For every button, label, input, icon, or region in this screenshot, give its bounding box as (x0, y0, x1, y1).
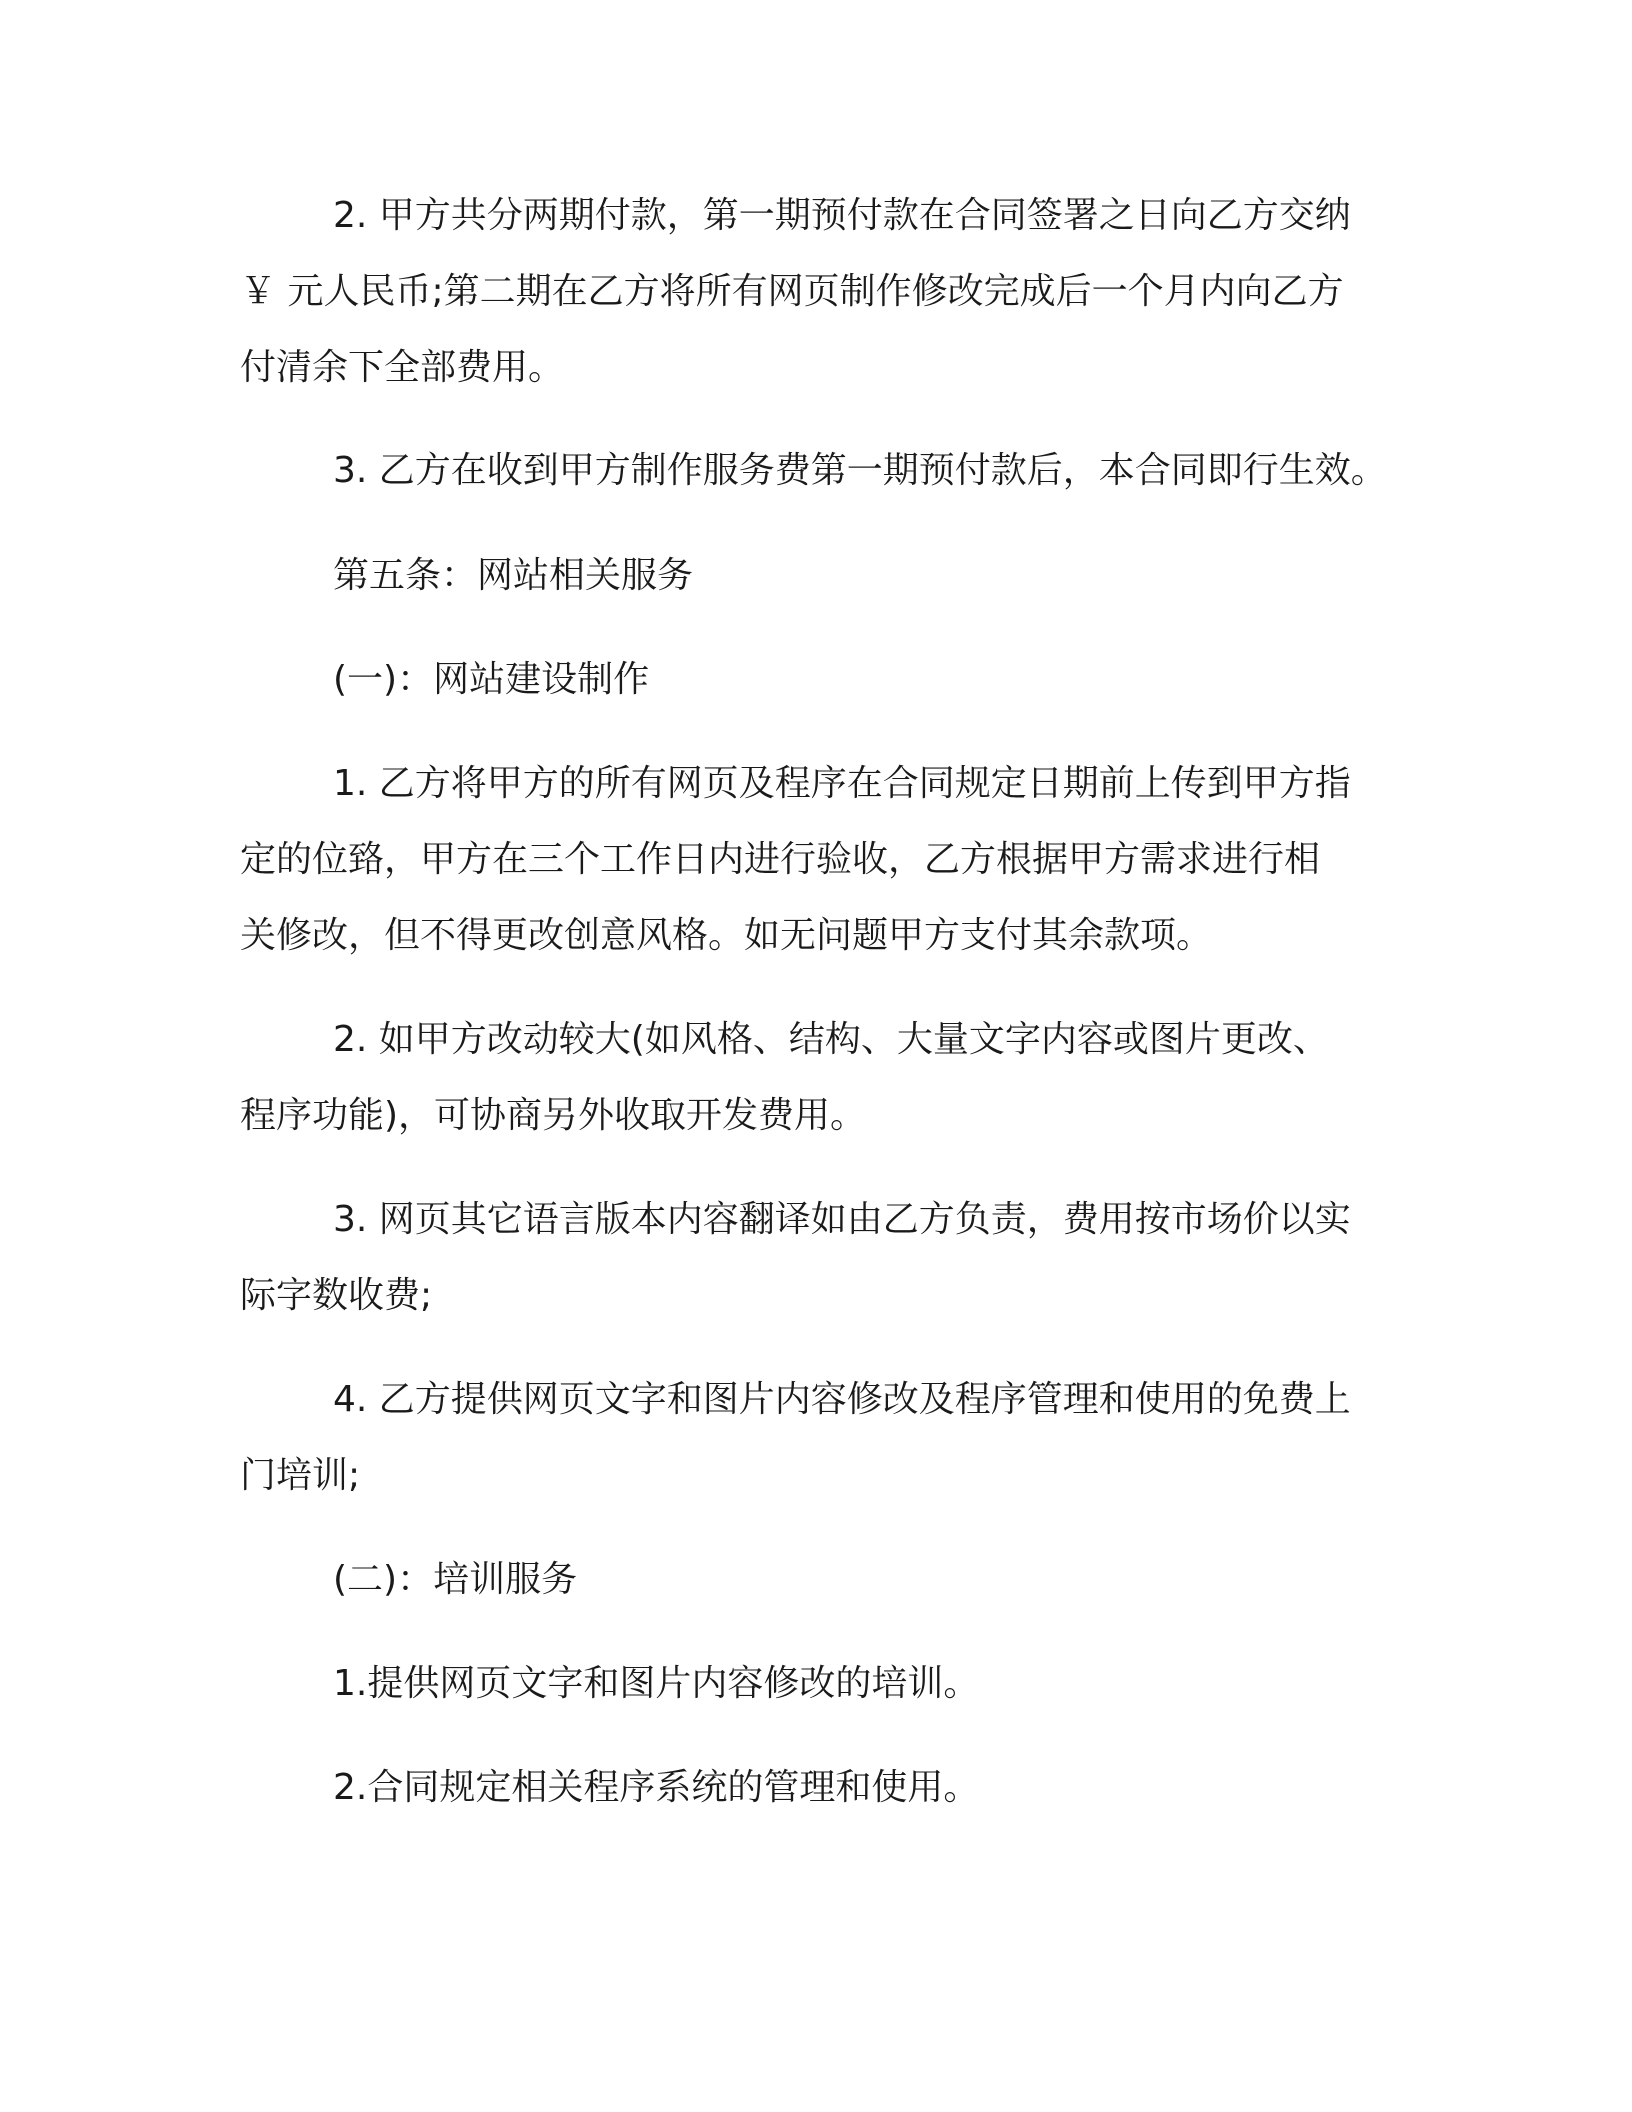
text-line: 定的位臵，甲方在三个工作日内进行验收，乙方根据甲方需求进行相 (240, 839, 1321, 880)
section-heading-article-5 (240, 538, 1390, 614)
text-line: 第五条：网站相关服务 (333, 555, 694, 596)
text-line: 付清余下全部费用。 (240, 347, 565, 388)
text-line: 3. 网页其它语言版本内容翻译如由乙方负责，费用按市场价以实 (333, 1199, 1351, 1240)
text-line: 1. 乙方将甲方的所有网页及程序在合同规定日期前上传到甲方指 (333, 763, 1351, 804)
text-line: 1.提供网页文字和图片内容修改的培训。 (333, 1663, 980, 1704)
paragraph-upload-acceptance (240, 746, 1390, 974)
paragraph-training-item-2 (240, 1750, 1390, 1826)
paragraph-free-training (240, 1362, 1390, 1514)
paragraph-training-item-1 (240, 1646, 1390, 1722)
text-line: 门培训; (240, 1455, 361, 1496)
subsection-heading-website-build (240, 642, 1390, 718)
text-line: 际字数收费; (240, 1275, 433, 1316)
subsection-heading-training (240, 1542, 1390, 1618)
text-line: 2. 如甲方改动较大(如风格、结构、大量文字内容或图片更改、 (333, 1019, 1329, 1060)
text-line: 2. 甲方共分两期付款，第一期预付款在合同签署之日向乙方交纳 (333, 195, 1351, 236)
text-line: 关修改，但不得更改创意风格。如无问题甲方支付其余款项。 (240, 915, 1213, 956)
text-line: 2.合同规定相关程序系统的管理和使用。 (333, 1767, 980, 1808)
text-line: 程序功能)，可协商另外收取开发费用。 (240, 1095, 867, 1136)
text-line: (一)：网站建设制作 (333, 659, 650, 700)
paragraph-payment-installments (240, 178, 1390, 406)
text-line: 3. 乙方在收到甲方制作服务费第一期预付款后，本合同即行生效。 (333, 450, 1387, 491)
text-line: (二)：培训服务 (333, 1559, 578, 1600)
paragraph-contract-effective (240, 433, 1390, 509)
paragraph-translation-fee (240, 1182, 1390, 1334)
text-line: 4. 乙方提供网页文字和图片内容修改及程序管理和使用的免费上 (333, 1379, 1351, 1420)
paragraph-major-changes-fee (240, 1002, 1390, 1154)
text-line: ￥ 元人民币;第二期在乙方将所有网页制作修改完成后一个月内向乙方 (240, 271, 1344, 312)
